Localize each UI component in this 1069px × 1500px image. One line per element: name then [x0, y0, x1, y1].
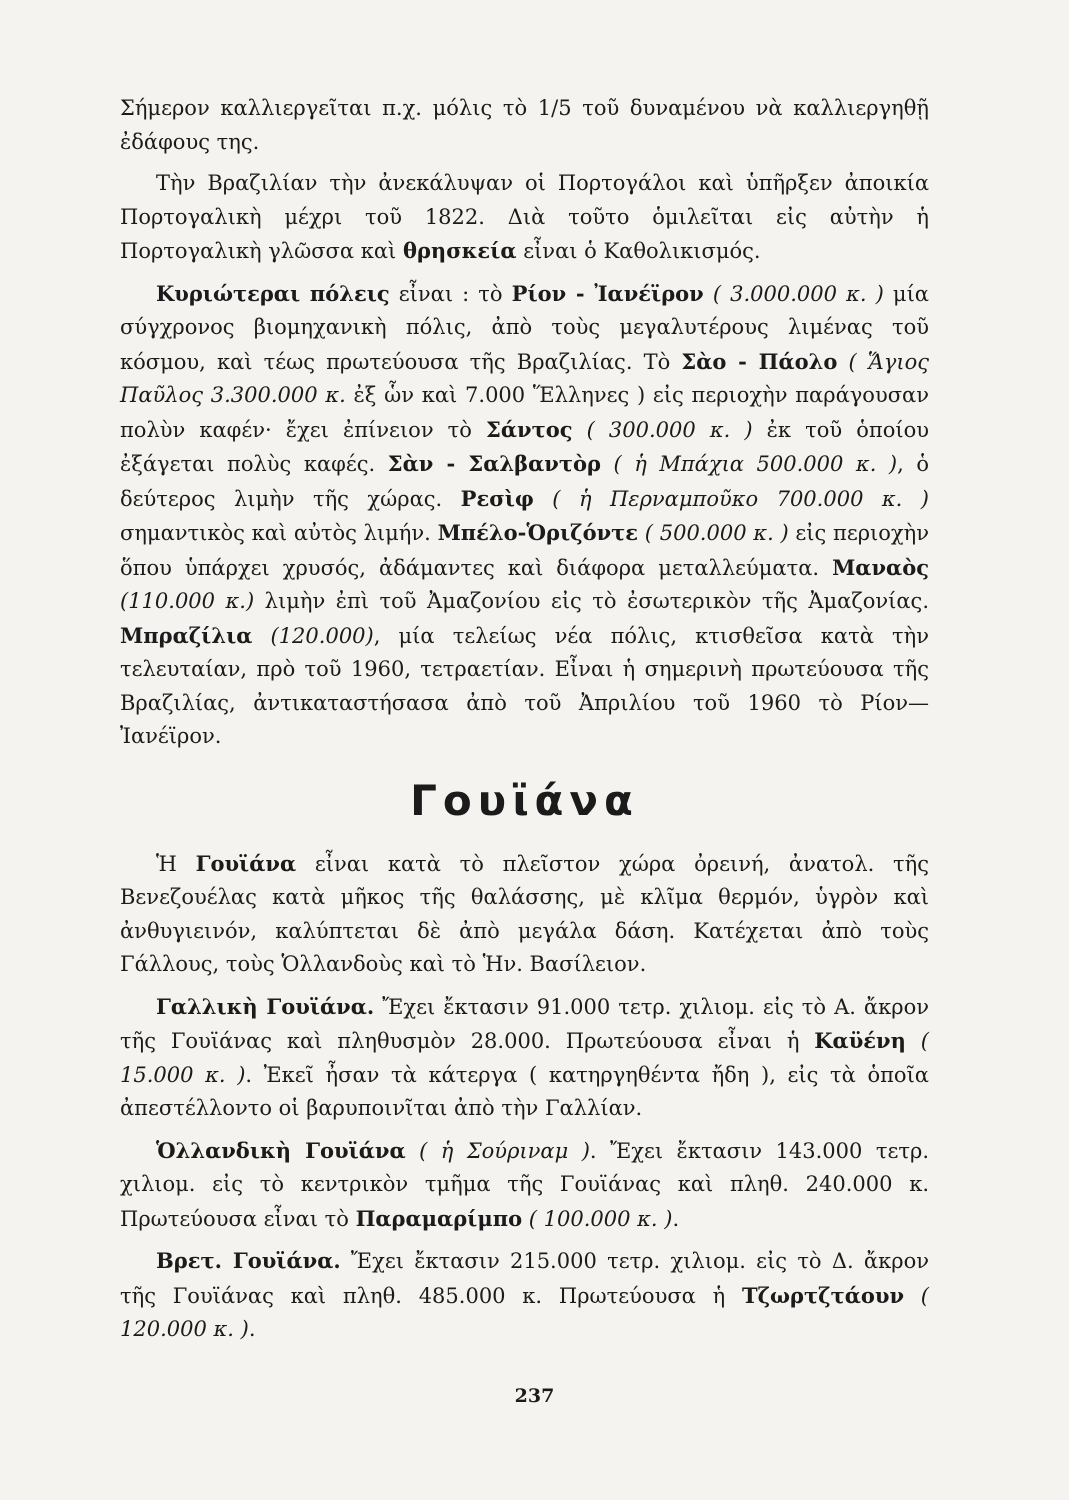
text-run: ἐκ τοῦ ὁποίου ἐξάγεται πολὺς καφές. — [120, 417, 929, 476]
text-run: Μαναὸς — [832, 554, 929, 580]
text-run: Κυριώτεραι πόλεις — [156, 280, 390, 306]
text-run: εἶναι κατὰ τὸ πλεῖστον χώρα ὀρεινή, ἀνατολ. τῆς Βενεζουέλας κατὰ μῆκος τῆς θαλάσσης, μὲ κλῖμα θερμόν, ὑγρὸν καὶ ἀνθυγιεινόν, καλύπτεται δὲ ἀπὸ μεγάλα δάση. Κατέχεται ἀπὸ τοὺς Γάλλους, τοὺς Ὁλλανδοὺς καὶ τὸ Ἡν. Βασίλειον. — [120, 851, 929, 976]
text-run: Μπραζίλια — [120, 622, 253, 648]
text-run: . Ἔχει ἔκτασιν 143.000 τετρ. χιλιομ. εἰς τὸ κεντρικὸν τμῆμα τῆς Γουϊάνας καὶ πληθ. 240.000 κ. Πρωτεύουσα εἶναι τὸ — [120, 1138, 929, 1231]
text-run: ( 500.000 κ. ) — [638, 521, 789, 545]
text-run: ( 120.000 κ. ) — [120, 1283, 929, 1341]
page-number: 237 — [514, 1385, 555, 1407]
text-run: (110.000 κ.) — [120, 589, 255, 613]
paragraph-q4 — [120, 1244, 929, 1347]
text-run: (120.000) — [252, 623, 374, 648]
text-run: Σάντος — [486, 416, 573, 442]
text-run: Ἔχει ἔκτασιν 91.000 τετρ. χιλιομ. εἰς τὸ Α. ἄκρον τῆς Γουϊάνας καὶ πληθυσμὸν 28.000. Πρωτεύουσα εἶναι ἡ — [120, 994, 929, 1053]
paragraph-q1 — [120, 847, 929, 982]
text-run: ( 15.000 κ. ) — [120, 1029, 929, 1087]
text-run: σημαντικὸς καὶ αὐτὸς λιμήν. — [120, 521, 438, 545]
text-run: ( Ἅγιος Παῦλος 3.300.000 κ. — [120, 349, 929, 407]
text-run: Ἔχει ἔκτασιν 215.000 τετρ. χιλιομ. εἰς τὸ Δ. ἄκρον τῆς Γουϊάνας καὶ πληθ. 485.000 κ. Πρωτεύουσα ἡ — [120, 1249, 929, 1308]
text-run: ἐξ ὧν καὶ 7.000 Ἕλληνες ) εἰς περιοχὴν παράγουσαν πολὺν καφέν· ἔχει ἐπίνειον τὸ — [120, 383, 930, 442]
brazil-section — [120, 92, 929, 754]
text-run: Γαλλικὴ Γουϊάνα. — [156, 993, 375, 1019]
text-run: , μία τελείως νέα πόλις, κτισθεῖσα κατὰ τὴν τελευταίαν, πρὸ τοῦ 1960, τετραετίαν. Εἶναι ἡ σημερινὴ πρωτεύουσα τῆς Βραζιλίας, ἀντικαταστήσασα ἀπὸ τοῦ Ἀπριλίου τοῦ 1960 τὸ Ρίον—Ἰανέϊρον. — [120, 623, 929, 748]
text-run: ( 100.000 κ. ) — [522, 1206, 673, 1231]
text-run: θρησκεία — [402, 238, 517, 263]
text-run: Τζωρτζτάουν — [741, 1282, 905, 1308]
paragraph-q2 — [120, 990, 929, 1126]
text-run: . Ἐκεῖ ἦσαν τὰ κάτεργα ( κατηργηθέντα ἤδη ), εἰς τὰ ὁποῖα ἀπεστέλλοντο οἱ βαρυποινῖται ἀπὸ τὴν Γαλλίαν. — [120, 1062, 929, 1120]
text-run: ( ἡ Σούριναμ ) — [405, 1138, 590, 1163]
text-run: ( 3.000.000 κ. ) — [703, 281, 884, 306]
text-run: . — [672, 1206, 680, 1231]
text-run: ( ἡ Μπάχια 500.000 κ. ) — [600, 452, 898, 476]
section-heading-guiana: Γουϊάνα — [410, 775, 639, 825]
text-run: Μπέλο-Ὁριζόντε — [437, 520, 639, 545]
paragraph-p1 — [120, 92, 929, 159]
text-run: ( 300.000 κ. ) — [572, 417, 753, 442]
text-run: Τὴν Βραζιλίαν τὴν ἀνεκάλυψαν οἱ Πορτογάλοι καὶ ὑπῆρξεν ἀποικία Πορτογαλικὴ μέχρι τοῦ 1822. Διὰ τοῦτο ὁμιλεῖται εἰς αὐτὴν ἡ Πορτογαλικὴ γλῶσσα καὶ — [120, 171, 929, 263]
text-run: εἰς περιοχὴν ὅπου ὑπάρχει χρυσός, ἀδάμαντες καὶ διάφορα μεταλλεύματα. — [120, 521, 930, 580]
text-run: Ὁλλανδικὴ Γουϊάνα — [156, 1137, 406, 1163]
text-run: Σὰν - Σαλβαντὸρ — [387, 451, 601, 476]
text-run: Παραμαρίμπο — [355, 1205, 523, 1231]
text-run: εἶναι : τὸ — [389, 281, 512, 306]
text-run: Σήμερον καλλιεργεῖται π.χ. μόλις τὸ 1/5 τοῦ δυναμένου νὰ καλλιεργηθῇ ἐδάφους της. — [120, 96, 929, 154]
text-run: εἶναι ὁ Καθολικισμός. — [516, 239, 761, 263]
paragraph-q3 — [120, 1134, 929, 1237]
text-run: μία σύγχρονος βιομηχανικὴ πόλις, ἀπὸ τοὺς μεγαλυτέρους λιμένας τοῦ κόσμου, καὶ τέως πρωτεύουσα τῆς Βραζιλίας. Τὸ — [120, 281, 929, 374]
text-run: Σὰο - Πάολο — [681, 348, 838, 374]
text-run: Ἡ — [156, 851, 196, 876]
paragraph-p3 — [120, 277, 929, 754]
text-run: Καϋένη — [814, 1028, 906, 1053]
text-run: λιμὴν ἐπὶ τοῦ Ἀμαζονίου εἰς τὸ ἐσωτερικὸν τῆς Ἀμαζονίας. — [254, 589, 929, 613]
text-run: Ρεσὶφ — [460, 485, 534, 511]
text-run: Ρίον - Ἰανέϊρον — [511, 280, 704, 306]
text-run: , ὁ δεύτερος λιμὴν τῆς χώρας. — [120, 452, 929, 511]
text-run: Βρετ. Γουϊάνα. — [156, 1248, 341, 1273]
guiana-section — [120, 847, 929, 1347]
text-run: . — [248, 1317, 256, 1341]
text-run: ( ἡ Περναμποῦκο 700.000 κ. ) — [533, 486, 929, 511]
paragraph-p2 — [120, 167, 929, 269]
text-run: Γουϊάνα — [195, 850, 297, 876]
